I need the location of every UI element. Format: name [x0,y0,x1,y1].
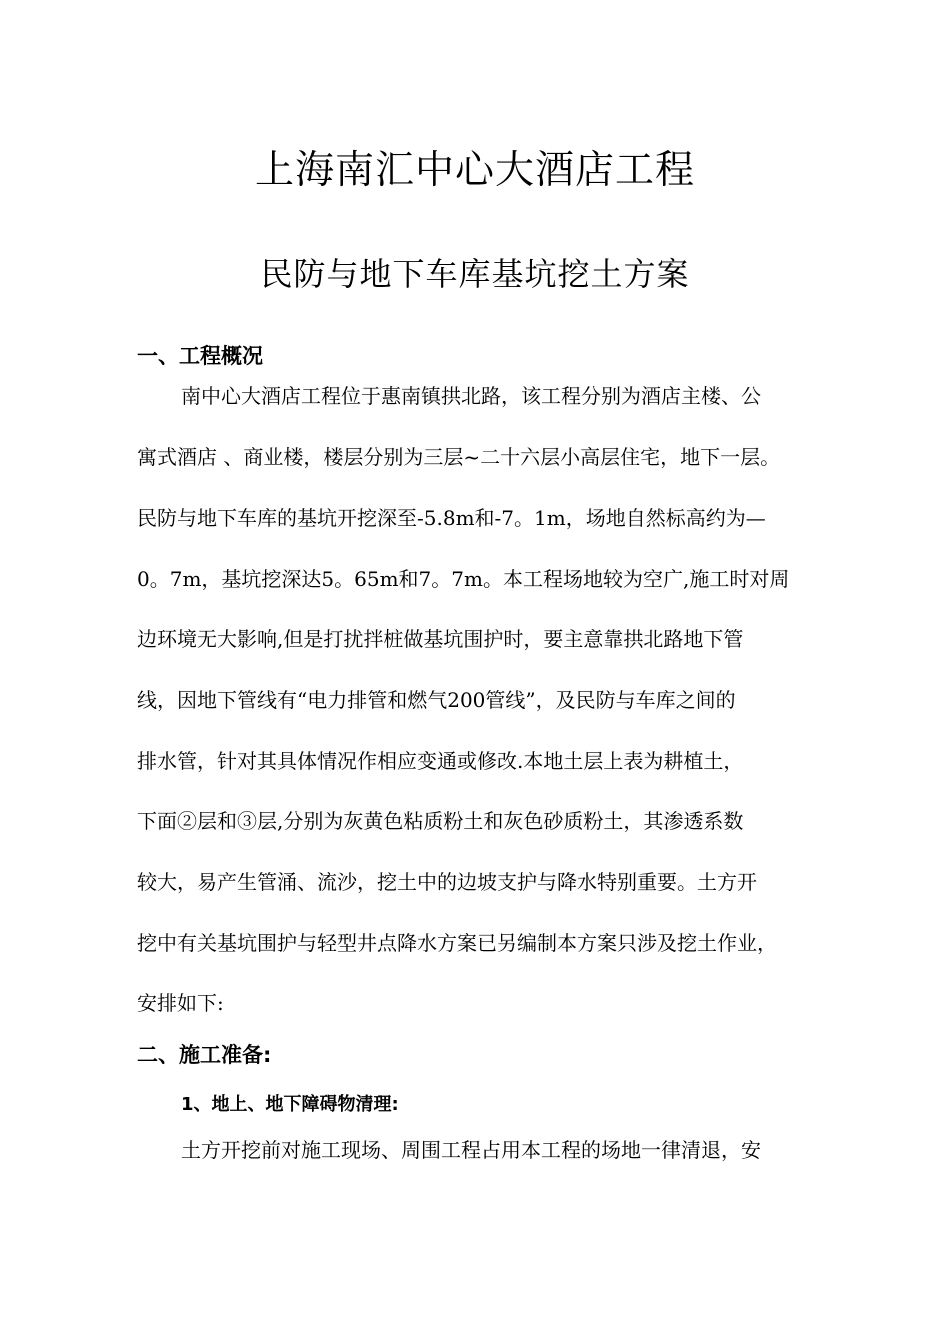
document-subtitle: 民防与地下车库基坑挖土方案 [260,255,690,293]
paragraph-line: 下面②层和③层,分别为灰黄色粘质粉土和灰色砂质粉土，其渗透系数 [137,809,744,833]
paragraph-line: 挖中有关基坑围护与轻型井点降水方案已另编制本方案只涉及挖土作业， [137,931,777,955]
subsection-heading-obstacle-clearing: 1、地上、地下障碍物清理: [181,1094,399,1115]
paragraph-line: 安排如下: [137,991,224,1015]
paragraph-line: 较大，易产生管涌、流沙，挖土中的边坡支护与降水特别重要。土方开 [137,870,757,894]
section-heading-preparation: 二、施工准备: [137,1043,272,1067]
paragraph-line: 寓式酒店 、商业楼，楼层分别为三层~二十六层小高层住宅，地下一层。 [137,445,781,469]
paragraph-line: 民防与地下车库的基坑开挖深至-5.8m和-7。1m，场地自然标高约为— [137,506,766,530]
document-title: 上海南汇中心大酒店工程 [254,148,695,193]
paragraph-line: 南中心大酒店工程位于惠南镇拱北路，该工程分别为酒店主楼、公 [181,384,761,408]
paragraph-line: 排水管，针对其具体情况作相应变通或修改.本地土层上表为耕植土， [137,749,744,773]
paragraph-line: 土方开挖前对施工现场、周围工程占用本工程的场地一律清退，安 [181,1138,761,1162]
paragraph-line: 0。7m，基坑挖深达5。65m和7。7m。本工程场地较为空广,施工时对周 [137,567,790,591]
paragraph-line: 边环境无大影响,但是打扰拌桩做基坑围护时，要主意靠拱北路地下管 [137,627,744,651]
paragraph-line: 线，因地下管线有“电力排管和燃气200管线”，及民防与车库之间的 [137,688,736,712]
section-heading-overview: 一、工程概况 [137,344,263,368]
